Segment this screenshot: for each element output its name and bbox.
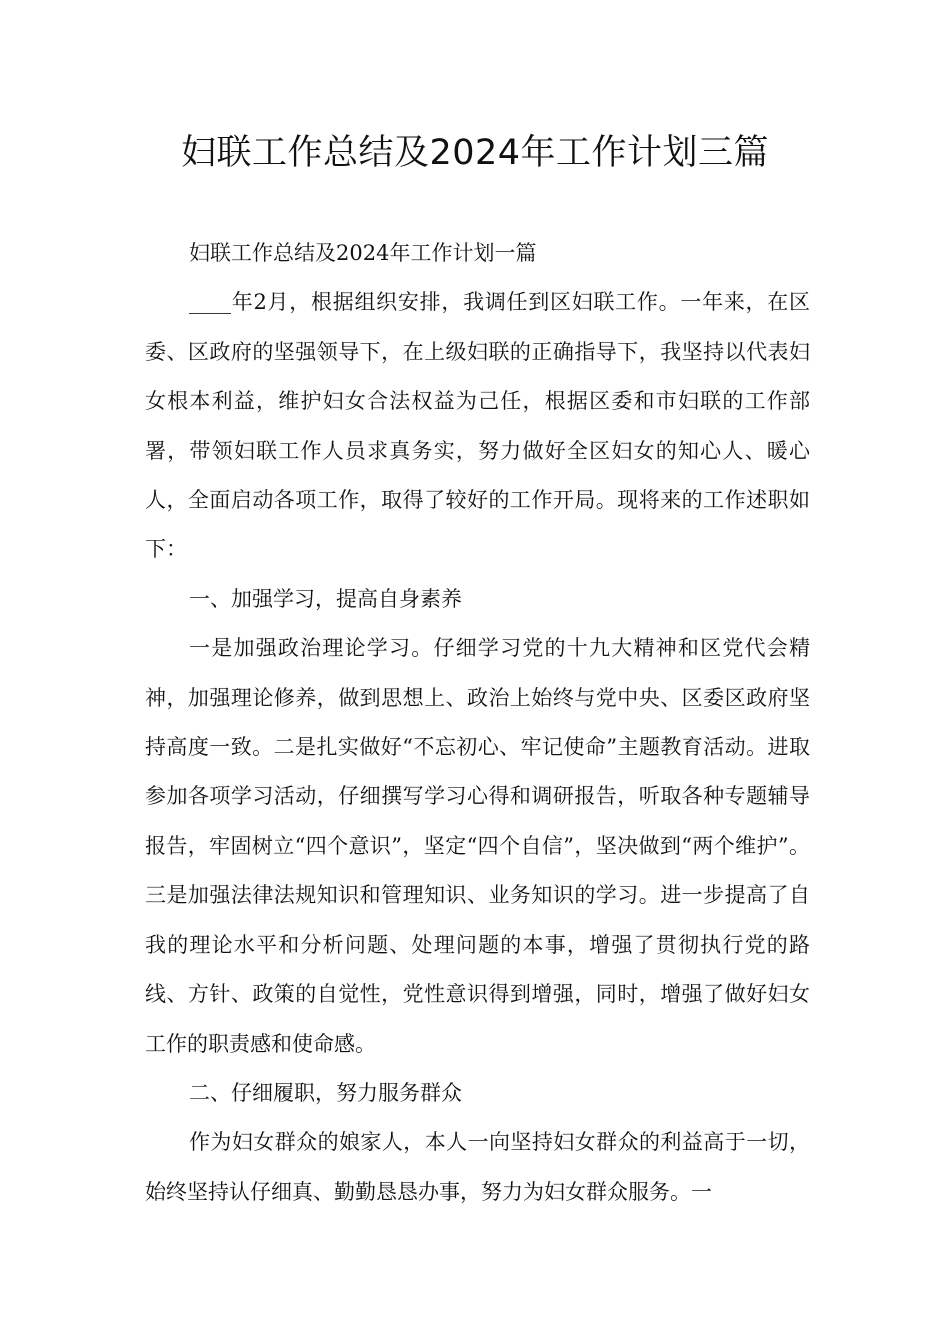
study-paragraph: 一是加强政治理论学习。仔细学习党的十九大精神和区党代会精神，加强理论修养，做到思想上、政治上始终与党中央、区委区政府坚持高度一致。二是扎实做好“不忘初心、牢记使命”主题教育活动。进取参加各项学习活动，仔细撰写学习心得和调研报告，听取各种专题辅导报告，牢固树立“四个意识”，坚定“四个自信”，坚决做到“两个维护”。三是加强法律法规知识和管理知识、业务知识的学习。进一步提高了自我的理论水平和分析问题、处理问题的本事，增强了贯彻执行党的路线、方针、政策的自觉性，党性意识得到增强，同时，增强了做好妇女工作的职责感和使命感。	[145, 636, 810, 1056]
document-title: 妇联工作总结及2024年工作计划三篇	[180, 133, 770, 173]
section-heading-plan-one: 妇联工作总结及2024年工作计划一篇	[189, 241, 537, 265]
section-heading-study: 一、加强学习，提高自身素养	[189, 586, 462, 611]
section-heading-service: 二、仔细履职，努力服务群众	[189, 1080, 462, 1105]
intro-paragraph: ____年2月，根据组织安排，我调任到区妇联工作。一年来，在区委、区政府的坚强领导下，在上级妇联的正确指导下，我坚持以代表妇女根本利益，维护妇女合法权益为己任，根据区委和市妇联的工作部署，带领妇联工作人员求真务实，努力做好全区妇女的知心人、暖心人，全面启动各项工作，取得了较好的工作开局。现将来的工作述职如下：	[145, 290, 810, 562]
service-paragraph: 作为妇女群众的娘家人，本人一向坚持妇女群众的利益高于一切，始终坚持认仔细真、勤勤恳恳办事，努力为妇女群众服务。一	[145, 1130, 810, 1204]
document-body	[145, 229, 810, 1217]
